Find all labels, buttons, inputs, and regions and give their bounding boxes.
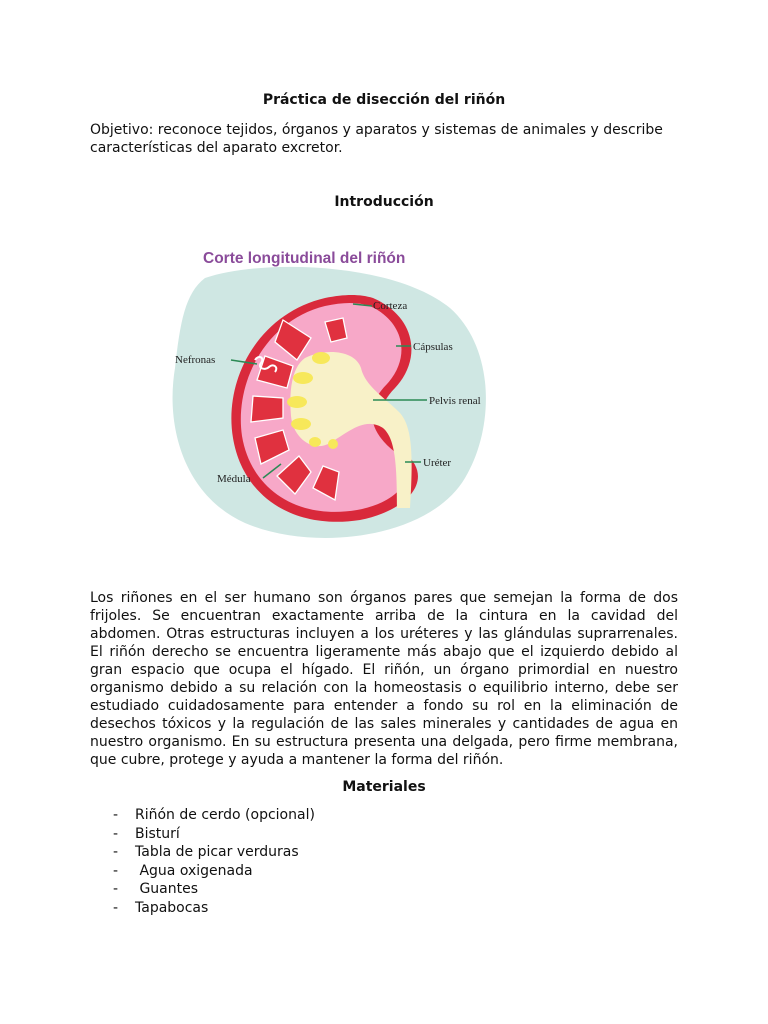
list-item [113,899,315,918]
kidney-diagram [165,238,500,548]
list-item [113,825,315,844]
objective-paragraph: Objetivo: reconoce tejidos, órganos y aparatos y sistemas de animales y describe características del aparato excretor. [90,122,663,156]
list-item [113,880,315,899]
label-nefronas: Nefronas [175,354,216,366]
bullet-dash: - [113,825,119,842]
material-text: Riñón de cerdo (opcional) [135,807,315,823]
bullet-dash: - [113,899,119,916]
material-text: Tabla de picar verduras [135,844,299,860]
materials-list [113,806,315,917]
introduction-paragraph: Los riñones en el ser humano son órganos pares que semejan la forma de dos frijoles. Se encuentran exactamente arriba de la cintura en la cavidad del abdomen. Otras estructuras incluyen a los uréteres y las glándulas suprarrenales. El riñón derecho se encuentra ligeramente más abajo que el izquierdo debido al gran espacio que ocupa el hígado. El riñón, un órgano primordial en nuestro organismo debido a su relación con la homeostasis o equilibrio interno, debe ser estudiado cuidadosamente para entender a fondo su rol en la eliminación de desechos tóxicos y la regulación de las sales minerales y cantidades de agua en nuestro organismo. En su estructura presenta una delgada, pero firme membrana, que cubre, protege y ayuda a mantener la forma del riñón. [90,590,678,768]
material-text: Guantes [135,881,199,897]
label-medula: Médula [217,473,251,485]
document-title: Práctica de disección del riñón [262,92,506,108]
bullet-dash: - [113,807,119,823]
list-item [113,862,315,881]
bullet-dash: - [113,881,119,897]
list-item [113,806,315,825]
label-capsulas: Cápsulas [413,341,453,353]
material-text: Agua oxigenada [135,862,253,879]
material-text: Tapabocas [135,899,209,916]
label-ureter: Uréter [423,457,452,469]
list-item [113,843,315,862]
figure-title: Corte longitudinal del riñón [203,250,406,267]
material-text: Bisturí [135,825,180,842]
label-corteza: Corteza [373,300,408,312]
kidney-diagram-svg [165,238,500,548]
introduction-heading: Introducción [334,194,434,210]
label-pelvis-renal: Pelvis renal [429,395,481,407]
bullet-dash: - [113,862,119,879]
materials-heading: Materiales [342,779,426,795]
bullet-dash: - [113,844,119,860]
